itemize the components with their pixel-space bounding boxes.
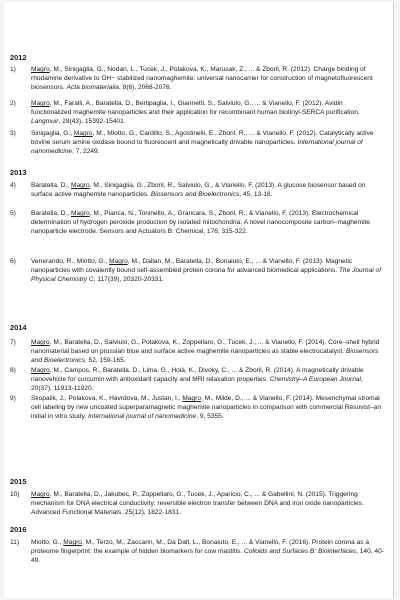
reference-text: Venerando, R., Miotto, G., Magro, M., Dallan, M., Baratella, D., Bonaiuto, E., ... & Vianello, F. (2013). Magnetic nanoparticles with covalently bound self-assembled protein corona for advanced biomedical applications. The Journal of Physical Chemistry C, 117(39), 20320-20331. xyxy=(31,258,382,283)
reference-text: Magro, M., Faralli, A., Baratella, D., Bertipaglia, I., Giannetti, S., Salviulo, G., ... & Vianello, F. (2012). Avidin functionalized maghemite nanoparticles and their application for recombinant human biotinyl-SERCA purification. Langmuir, 28(43), 15392-15401. xyxy=(31,100,360,125)
journal-name: Acta biomaterialia xyxy=(66,83,119,91)
year-heading-2014: 2014 xyxy=(10,323,27,332)
highlighted-author: Magro xyxy=(182,395,202,402)
reference-text: Sinigaglia, G., Magro, M., Miotto, G., Cardillo, S., Agostinelli, E., Zboril, R., ... & Vianello, F. (2012). Catalytically active bovine serum amine oxidase bound to fluorescent and magnetically drivable nanoparticles. International journal of nanomedicine, 7, 2249. xyxy=(31,130,374,155)
document-page xyxy=(4,2,394,598)
highlighted-author: Magro xyxy=(109,258,128,265)
journal-name: Biosensors and Bioelectronics xyxy=(31,347,379,364)
reference-text: Baratella, D., Magro, M., Sinigaglia, G., Zboril, R., Salviulo, G., & Vianello, F. (2013). A glucose biosensor based on surface active maghemite nanoparticles. Biosensors and Bioelectronics, 45, 13-18. xyxy=(31,182,366,198)
reference-number: 10) xyxy=(10,491,20,498)
highlighted-author: Magro xyxy=(31,491,50,498)
journal-name: Chemistry–A European Journal xyxy=(269,375,361,383)
reference-4 xyxy=(10,182,384,200)
year-heading-2012: 2012 xyxy=(10,53,27,62)
reference-1 xyxy=(10,66,384,93)
highlighted-author: Magro xyxy=(31,66,50,73)
reference-number: 2) xyxy=(10,100,16,107)
journal-name: International journal of nanomedicine xyxy=(31,138,363,155)
reference-3 xyxy=(10,130,384,157)
reference-9 xyxy=(10,395,384,422)
reference-text: Magro, M., Campos, R., Baratella, D., Lima, G., Holà, K., Divoky, C., ... & Zboril, R. (2014). A magnetically drivable nanovehicle for curcumin with antioxidant capacity and MRI relaxation properties. Chemistry–A European Journal, 20(37), 11913-11920. xyxy=(31,367,364,392)
reference-text: Baratella, D., Magro, M., Pianca, N., Toninello, A., Grancara, S., Zboril, R., & Vianello, F. (2013). Electrochemical determination of hydrogen peroxide production by isolated mitochondria: A novel nanocomposite carbon–maghemite nanoparticle electrode. Sensors and Actuators B: Chemical, 176, 315-322. xyxy=(31,210,371,235)
reference-text: Magro, M., Sinigaglia, G., Nodari, L., Tucek, J., Polakova, K., Marusak, Z., ... & Zboril, R. (2012). Charge binding of rhodamine derivative to OH− stabilized nanomaghemite: universal nanocarrier for construction of magnetofluorescent biosensors. Acta biomaterialia, 8(6), 2068-2076. xyxy=(31,66,373,91)
journal-name: International journal of nanomedicine xyxy=(88,412,197,420)
year-heading-2016: 2016 xyxy=(10,525,27,534)
highlighted-author: Magro xyxy=(31,367,50,374)
year-heading-2015: 2015 xyxy=(10,477,27,486)
reference-11 xyxy=(10,539,384,566)
highlighted-author: Magro xyxy=(73,130,93,137)
reference-number: 3) xyxy=(10,130,16,137)
journal-name: The Journal of Physical Chemistry C xyxy=(31,266,382,283)
highlighted-author: Magro xyxy=(31,339,50,346)
reference-number: 7) xyxy=(10,339,16,346)
reference-text: Magro, M., Baratella, D., Salviulo, G., Polakova, K., Zoppellaro, G., Tucek, J., ... & Vianello, F. (2014). Core–shell hybrid nanomaterial based on prussian blue and surface active maghemite nanoparticles as stable electrocatalyst. Biosensors and Bioelectronics, 52, 159-165. xyxy=(31,339,380,364)
highlighted-author: Magro xyxy=(63,539,82,546)
reference-6 xyxy=(10,258,384,285)
reference-2 xyxy=(10,100,384,127)
reference-text: Magro, M., Baratella, D., Jakubec, P., Zoppellaro, G., Tucek, J., Aparicio, C., ... & Gabellini, N. (2015). Triggering mechanism for DNA electrical conductivity: reversible electron transfer between DNA and iron oxide nanoparticles. Advanced Functional Materials, 25(12), 1822-1831. xyxy=(31,491,364,516)
highlighted-author: Magro xyxy=(70,210,90,217)
year-heading-2013: 2013 xyxy=(10,168,27,177)
reference-number: 4) xyxy=(10,182,16,189)
reference-7 xyxy=(10,339,384,366)
reference-text: Miotto, G., Magro, M., Terzo, M., Zaccarin, M., Da Dalt, L., Bonaiuto, E., ... & Vianello, F. (2016). Protein corona as a proteome fingerprint: the example of hidden biomarkers for cow mastitis. Colloids and Surfaces B: Biointerfaces, 140, 40-49. xyxy=(31,539,384,564)
reference-number: 1) xyxy=(10,66,16,73)
reference-number: 9) xyxy=(10,395,16,402)
reference-number: 8) xyxy=(10,367,16,374)
reference-8 xyxy=(10,367,384,394)
journal-name: Colloids and Surfaces B: Biointerfaces xyxy=(243,547,357,555)
highlighted-author: Magro xyxy=(31,100,50,107)
reference-number: 6) xyxy=(10,258,16,265)
journal-name: Biosensors and Bioelectronics xyxy=(150,190,240,198)
journal-name: Langmuir xyxy=(31,117,59,125)
reference-number: 5) xyxy=(10,210,16,217)
reference-number: 11) xyxy=(10,539,20,546)
reference-10 xyxy=(10,491,384,518)
reference-5 xyxy=(10,210,384,237)
highlighted-author: Magro xyxy=(70,182,90,189)
reference-text: Skopalik, J., Polakova, K., Havrdova, M., Justan, I., Magro, M., Milde, D., ... & Vianello, F. (2014). Mesenchymal stromal cell labeling by new uncoated superparamagnetic maghemite nanoparticles in comparison with commercial Resovist–an initial in vitro study. International journal of nanomedicine, 9, 5355. xyxy=(31,395,382,420)
